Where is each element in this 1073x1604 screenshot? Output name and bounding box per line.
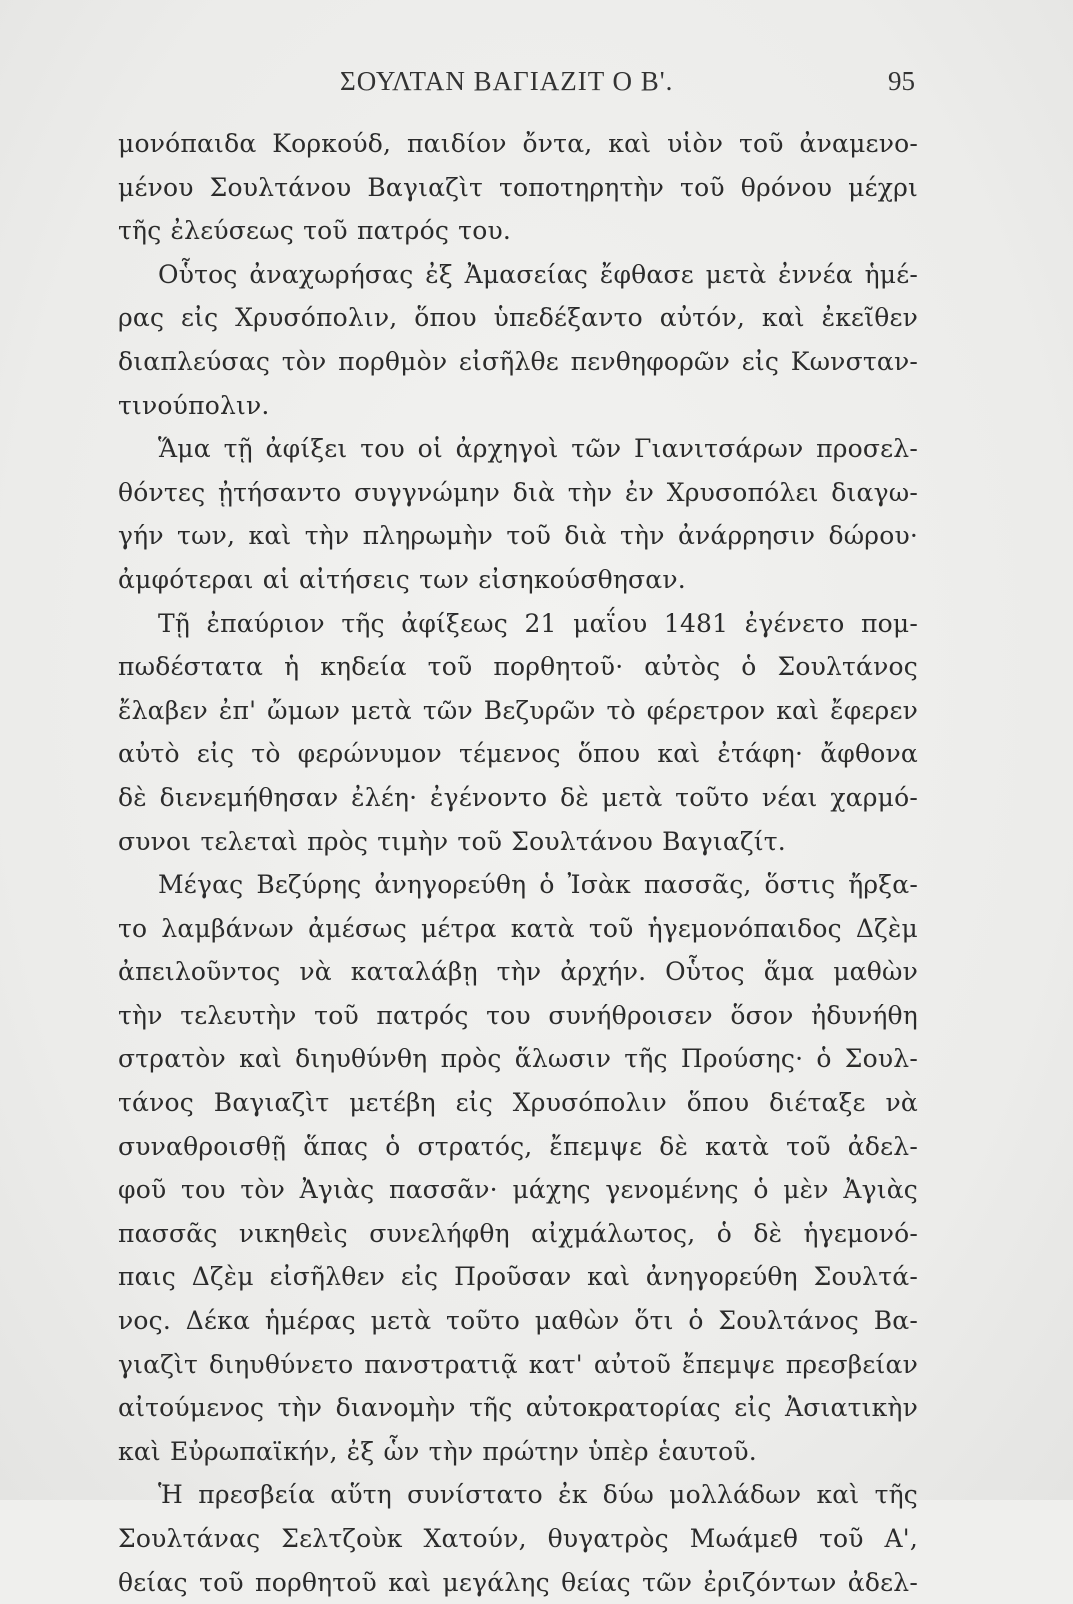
text-line: δὲ διενεμήθησαν ἐλέη· ἐγένοντο δὲ μετὰ τοῦτο νέαι χαρμό- [118, 782, 918, 812]
text-line: πωδέστατα ἡ κηδεία τοῦ πορθητοῦ· αὐτὸς ὁ Σουλτάνος [118, 652, 918, 682]
text-line: καὶ Εὐρωπαϊκήν, ἐξ ὧν τὴν πρώτην ὑπὲρ ἑαυτοῦ. [118, 1436, 757, 1466]
text-line: αὐτὸ εἰς τὸ φερώνυμον τέμενος ὅπου καὶ ἐτάφη· ἄφθονα [118, 739, 918, 769]
text-line: μονόπαιδα Κορκούδ, παιδίον ὄντα, καὶ υἱὸν τοῦ ἀναμενο- [118, 129, 918, 158]
text-line: ρας εἰς Χρυσόπολιν, ὅπου ὑπεδέξαντο αὐτόν, καὶ ἐκεῖθεν [118, 303, 918, 333]
text-line: πασσᾶς νικηθεὶς συνελήφθη αἰχμάλωτος, ὁ δὲ ἡγεμονό- [118, 1218, 918, 1248]
text-line: το λαμβάνων ἀμέσως μέτρα κατὰ τοῦ ἡγεμονόπαιδος Δζὲμ [118, 913, 918, 943]
text-line: γήν των, καὶ τὴν πληρωμὴν τοῦ διὰ τὴν ἀνάρρησιν δώρου· [118, 521, 918, 551]
text-line: γιαζὶτ διηυθύνετο πανστρατιᾷ κατ' αὐτοῦ ἔπεμψε πρεσβείαν [118, 1349, 918, 1379]
text-line: θόντες ᾐτήσαντο συγγνώμην διὰ τὴν ἐν Χρυσοπόλει διαγω- [118, 477, 918, 507]
text-line: τάνος Βαγιαζὶτ μετέβη εἰς Χρυσόπολιν ὅπου διέταξε νὰ [118, 1088, 918, 1118]
text-line: ἔλαβεν ἐπ' ὤμων μετὰ τῶν Βεζυρῶν τὸ φέρετρον καὶ ἔφερεν [118, 695, 918, 725]
text-line: μένου Σουλτάνου Βαγιαζὶτ τοποτηρητὴν τοῦ θρόνου μέχρι [118, 172, 918, 202]
text-line: ἀμφότεραι αἱ αἰτήσεις των εἰσηκούσθησαν. [118, 564, 686, 594]
text-line: παις Δζὲμ εἰσῆλθεν εἰς Προῦσαν καὶ ἀνηγορεύθη Σουλτά- [118, 1262, 918, 1292]
text-line: Μέγας Βεζύρης ἀνηγορεύθη ὁ Ἰσὰκ πασσᾶς, ὅστις ἤρξα- [158, 870, 918, 900]
text-line: τινούπολιν. [118, 390, 270, 420]
text-line: διαπλεύσας τὸν πορθμὸν εἰσῆλθε πενθηφορῶν εἰς Κωνσταν- [118, 346, 918, 376]
text-line: θείας τοῦ πορθητοῦ καὶ μεγάλης θείας τῶν ἐριζόντων ἀδελ- [118, 1567, 918, 1597]
text-line: φοῦ του τὸν Ἀγιὰς πασσᾶν· μάχης γενομένης ὁ μὲν Ἀγιὰς [118, 1175, 918, 1205]
text-line: Οὗτος ἀναχωρήσας ἐξ Ἀμασείας ἔφθασε μετὰ ἐννέα ἡμέ- [158, 259, 918, 289]
text-line: Σουλτάνας Σελτζοὺκ Χατούν, θυγατρὸς Μωάμεθ τοῦ Α', [118, 1524, 918, 1553]
text-line: Τῇ ἐπαύριον τῆς ἀφίξεως 21 μαΐου 1481 ἐγένετο πομ- [158, 608, 918, 638]
text-line: νος. Δέκα ἡμέρας μετὰ τοῦτο μαθὼν ὅτι ὁ Σουλτάνος Βα- [118, 1306, 918, 1336]
page-number: 95 [888, 66, 915, 96]
text-line: συναθροισθῇ ἅπας ὁ στρατός, ἔπεμψε δὲ κατὰ τοῦ ἀδελ- [118, 1131, 918, 1161]
text-line: Ἅμα τῇ ἀφίξει του οἱ ἀρχηγοὶ τῶν Γιανιτσάρων προσελ- [158, 434, 918, 464]
text-line: Ἡ πρεσβεία αὕτη συνίστατο ἐκ δύω μολλάδων καὶ τῆς [158, 1480, 918, 1510]
page-header [0, 66, 1073, 106]
text-line: αἰτούμενος τὴν διανομὴν τῆς αὐτοκρατορίας εἰς Ἀσιατικὴν [118, 1393, 918, 1423]
body-text [118, 122, 918, 1604]
text-line: συνοι τελεταὶ πρὸς τιμὴν τοῦ Σουλτάνου Βαγιαζίτ. [118, 826, 786, 856]
text-line: στρατὸν καὶ διηυθύνθη πρὸς ἅλωσιν τῆς Προύσης· ὁ Σουλ- [118, 1044, 918, 1074]
running-title: ΣΟΥΛΤΑΝ ΒΑΓΙΑΖΙΤ Ο Β'. [340, 66, 674, 96]
text-line: τῆς ἐλεύσεως τοῦ πατρός του. [118, 216, 512, 246]
text-line: ἀπειλοῦντος νὰ καταλάβῃ τὴν ἀρχήν. Οὗτος ἅμα μαθὼν [118, 957, 918, 987]
text-line: τὴν τελευτὴν τοῦ πατρός του συνήθροισεν ὅσον ἠδυνήθη [118, 1000, 918, 1030]
